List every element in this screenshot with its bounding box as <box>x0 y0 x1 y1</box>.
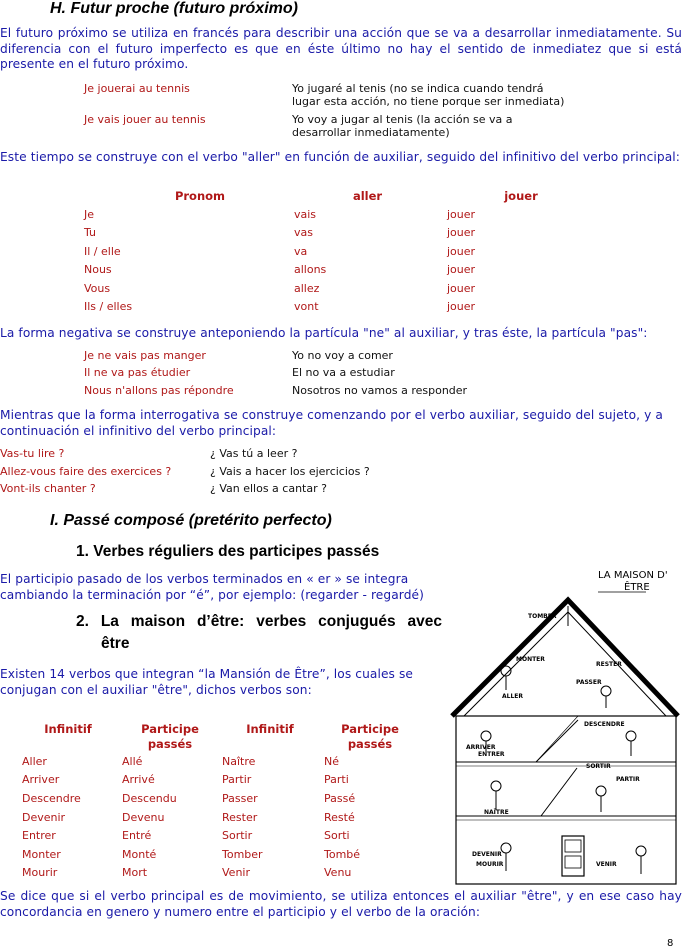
interrogative-fr-1: Vas-tu lire ? <box>0 447 65 460</box>
verbs-cell: Resté <box>324 811 355 824</box>
interrogative-fr-2: Allez-vous faire des exercices ? <box>0 465 172 478</box>
conj-cell: Nous <box>84 263 112 277</box>
interrogative-paragraph: Mientras que la forma interrogativa se construye comenzando por el verbo auxiliar, seguido del sujeto, y a continuación el infinitivo del verbo principal: <box>0 408 663 438</box>
verbs-cell: Mort <box>122 866 148 879</box>
example-es-2b: desarrollar inmediatamente) <box>292 126 450 139</box>
conj-cell: Il / elle <box>84 244 121 258</box>
subsection-title-2-line1: 2. La maison d’être: verbes conjugués avec <box>76 613 442 630</box>
section-title-futur-proche: H. Futur proche (futuro próximo) <box>50 0 298 17</box>
illustration-title-line1: LA MAISON D' <box>598 570 668 581</box>
subsection-title-1: 1. Verbes réguliers des participes passés <box>76 543 380 560</box>
conj-cell: Je <box>84 208 95 221</box>
example-fr-2: Je vais jouer au tennis <box>84 113 206 126</box>
conj-cell: allez <box>294 281 320 295</box>
construction-paragraph: Este tiempo se construye con el verbo "aller" en función de auxiliar, seguido del infinitivo del verbo principal: <box>0 150 680 164</box>
illustration-label: RESTER <box>596 661 622 668</box>
verbs-cell: Entrer <box>22 829 56 842</box>
example-fr-1: Je jouerai au tennis <box>84 82 190 95</box>
verbs-cell: Parti <box>324 773 349 786</box>
example-es-2a: Yo voy a jugar al tenis (la acción se va a <box>292 113 513 126</box>
conj-cell: jouer <box>447 263 476 277</box>
interrogative-es-3: ¿ Van ellos a cantar ? <box>210 482 327 495</box>
verbs-cell: Venu <box>324 866 352 879</box>
conj-cell: Tu <box>84 226 97 240</box>
verbs-cell: Naître <box>222 755 256 768</box>
intro-paragraph: El futuro próximo se utiliza en francés para describir una acción que se va a desarrollar inmediatamente. Su diferencia con el futuro imperfecto es que en éste último no hay el sentido de inmediatez que si está presente en el futuro próximo. <box>0 26 682 71</box>
negative-es-2: El no va a estudiar <box>292 366 395 379</box>
verbs-cell: Passer <box>222 792 258 805</box>
page-number: 8 <box>667 938 674 949</box>
conj-cell: Ils / elles <box>84 300 133 313</box>
verbs-cell: Passé <box>324 792 356 805</box>
conj-cell: jouer <box>447 244 476 258</box>
verbs-cell: Entré <box>122 829 152 842</box>
verbs-cell: Arriver <box>22 773 60 786</box>
verbs-cell: Monté <box>122 848 157 861</box>
closing-paragraph: Se dice que si el verbo principal es de movimiento, se utiliza entonces el auxiliar "être", y en ese caso hay concordancia en genero y numero entre el participio y el verbo de la oración: <box>0 889 682 919</box>
illustration-label: MOURIR <box>476 861 504 868</box>
conj-cell: jouer <box>447 281 476 295</box>
conj-header-jouer: jouer <box>504 189 538 203</box>
verbs-cell: Né <box>324 755 339 768</box>
negative-fr-1: Je ne vais pas manger <box>84 349 206 362</box>
conj-cell: Vous <box>84 281 111 295</box>
verbs-cell: Descendre <box>22 792 81 805</box>
verbs-header-participe-1: Participe passés <box>141 722 199 751</box>
verbs-cell: Venir <box>222 866 250 879</box>
negative-es-1: Yo no voy a comer <box>292 349 393 362</box>
conj-header-aller: aller <box>352 189 383 203</box>
conj-cell: vais <box>294 208 317 221</box>
illustration-label: NAÎTRE <box>484 809 509 816</box>
verbs-cell: Rester <box>222 811 258 824</box>
negative-fr-2: Il ne va pas étudier <box>84 366 191 379</box>
section-title-passe-compose: I. Passé composé (pretérito perfecto) <box>50 512 332 529</box>
conj-cell: vas <box>294 226 313 240</box>
verbs-cell: Allé <box>122 755 143 768</box>
example-es-1a: Yo jugaré al tenis (no se indica cuando tendrá <box>292 82 544 95</box>
verbs-cell: Descendu <box>122 792 177 805</box>
conj-cell: jouer <box>447 300 476 313</box>
illustration-label: TOMBER <box>528 613 557 620</box>
interrogative-fr-3: Vont-ils chanter ? <box>0 482 96 495</box>
illustration-title-line2: ÊTRE <box>624 582 650 593</box>
illustration-label: ENTRER <box>478 751 505 758</box>
negative-fr-3: Nous n'allons pas répondre <box>84 384 234 397</box>
illustration-label: PASSER <box>576 679 602 686</box>
interrogative-es-1: ¿ Vas tú a leer ? <box>210 447 298 460</box>
negative-paragraph: La forma negativa se construye anteponiendo la partícula "ne" al auxiliar, y tras éste, la partícula "pas": <box>0 326 648 340</box>
maison-etre-illustration <box>446 566 682 888</box>
subsection-title-2-line2: être <box>101 635 130 652</box>
illustration-label: DESCENDRE <box>584 721 625 728</box>
verbs-cell: Arrivé <box>122 773 155 786</box>
conj-cell: vont <box>294 300 319 313</box>
example-es-1b: lugar esta acción, no tiene porque ser inmediata) <box>292 95 565 108</box>
verbs-header-infinitif-1: Infinitif <box>44 722 92 736</box>
verbs-cell: Tomber <box>222 848 263 861</box>
illustration-label: MONTER <box>516 656 545 663</box>
sub2-paragraph: Existen 14 verbos que integran “la Mansión de Être”, los cuales se conjugan con el auxiliar "être", dichos verbos son: <box>0 667 414 697</box>
verbs-cell: Aller <box>22 755 47 768</box>
illustration-label: DEVENIR <box>472 851 502 858</box>
illustration-label: SORTIR <box>586 763 611 770</box>
house-drawing <box>446 566 682 888</box>
illustration-label: PARTIR <box>616 776 640 783</box>
verbs-cell: Monter <box>22 848 61 861</box>
illustration-label: VENIR <box>596 861 617 868</box>
interrogative-es-2: ¿ Vais a hacer los ejercicios ? <box>210 465 370 478</box>
verbs-cell: Devenir <box>22 811 66 824</box>
verbs-cell: Sortir <box>222 829 253 842</box>
verbs-cell: Tombé <box>324 848 361 861</box>
conj-cell: jouer <box>447 226 476 240</box>
negative-es-3: Nosotros no vamos a responder <box>292 384 468 397</box>
illustration-label: ARRIVER <box>466 744 496 751</box>
verbs-cell: Mourir <box>22 866 58 879</box>
conj-header-pronom: Pronom <box>174 189 226 203</box>
conj-cell: jouer <box>447 208 476 221</box>
conj-cell: allons <box>294 263 327 277</box>
verbs-cell: Sorti <box>324 829 350 842</box>
sub1-paragraph: El participio pasado de los verbos terminados en « er » se integra cambiando la terminación por “é”, por ejemplo: (regarder - regardé) <box>0 572 424 602</box>
verbs-header-infinitif-2: Infinitif <box>246 722 294 736</box>
verbs-cell: Partir <box>222 773 252 786</box>
illustration-label: ALLER <box>502 693 524 700</box>
verbs-cell: Devenu <box>122 811 165 824</box>
verbs-header-participe-2: Participe passés <box>341 722 399 751</box>
conj-cell: va <box>294 244 308 258</box>
